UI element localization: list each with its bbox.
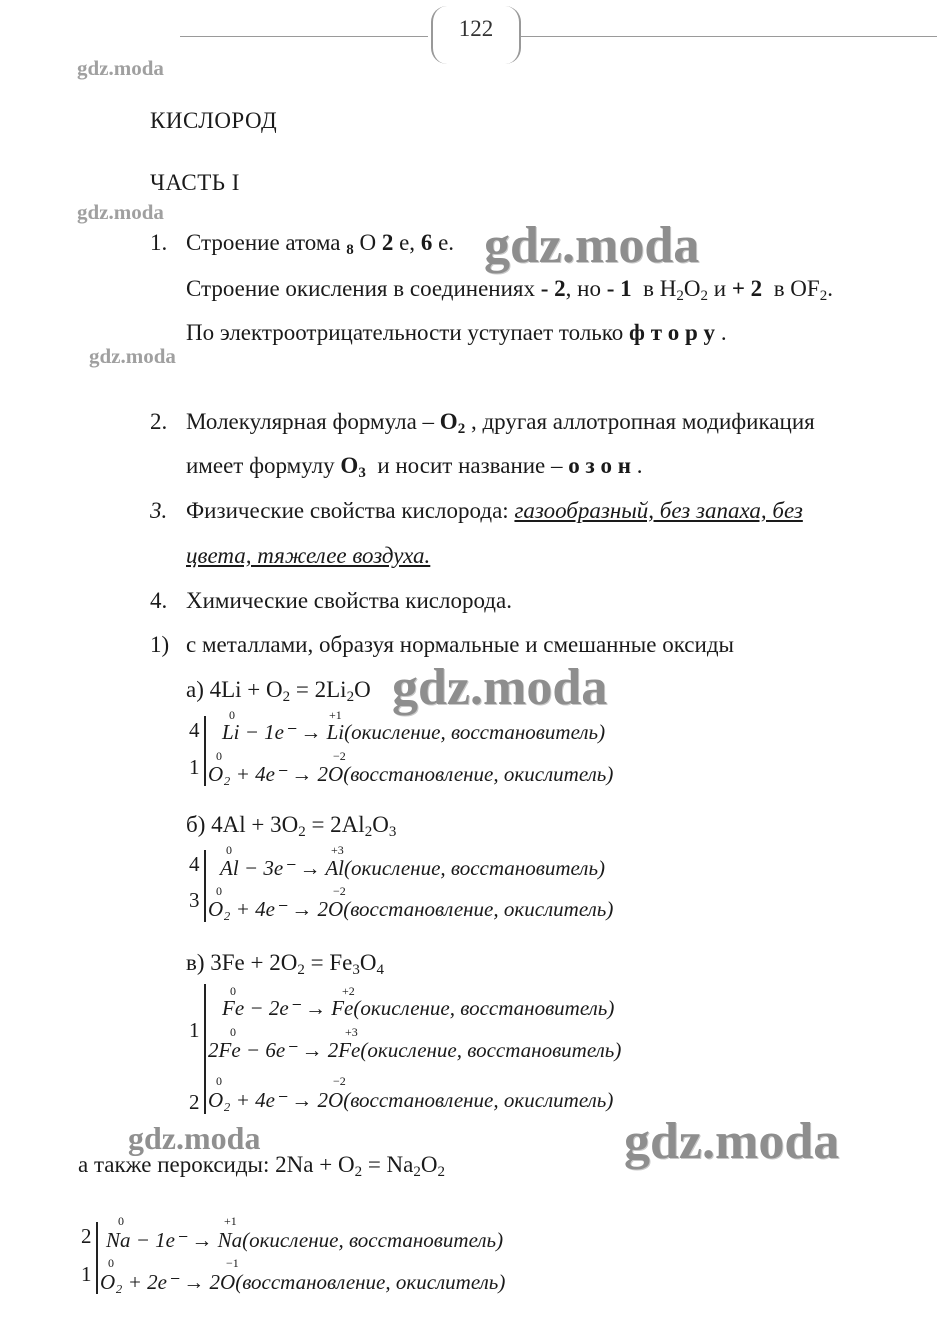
half-reaction: O₂ + 4e⁻ → 2O(восстановление, окислитель) <box>208 762 614 786</box>
oxidation-state: 0 <box>230 1025 236 1039</box>
oxidation-state: 0 <box>216 1074 222 1088</box>
half-reaction: Na − 1e⁻ → Na(окисление, восстановитель) <box>106 1228 504 1252</box>
watermark: gdz.moda <box>89 344 176 368</box>
item4-text: Химические свойства кислорода. <box>186 588 512 613</box>
oxidation-state: −2 <box>333 749 346 763</box>
coefficient: 2 <box>189 1090 200 1114</box>
item-number: 4. <box>150 588 168 613</box>
item-number: 1. <box>150 230 168 255</box>
watermark: gdz.moda <box>484 217 700 274</box>
oxidation-state: −2 <box>333 1074 346 1088</box>
half-reaction: Al − 3e⁻ → Al(окисление, восстановитель) <box>220 856 606 880</box>
oxidation-state: 0 <box>216 749 222 763</box>
watermark: gdz.moda <box>624 1113 840 1170</box>
item1-line1: Строение атома $_8$ О 2 е, 6 е. <box>186 230 455 258</box>
coefficient: 2 <box>81 1224 92 1248</box>
page-title: КИСЛОРОД <box>150 108 278 133</box>
oxidation-state: +1 <box>224 1214 237 1228</box>
oxidation-state: +2 <box>342 984 355 998</box>
half-reaction: O₂ + 4e⁻ → 2O(восстановление, окислитель) <box>208 897 614 921</box>
balance-bar <box>204 850 206 922</box>
balance-bar <box>204 984 206 1114</box>
oxidation-state: 0 <box>230 984 236 998</box>
part-heading: ЧАСТЬ I <box>150 170 240 195</box>
page-number: 122 <box>431 6 521 64</box>
item3-line1: Физические свойства кислорода: газообразный, без запаха, без <box>186 498 803 523</box>
oxidation-state: +3 <box>345 1025 358 1039</box>
item-number: 2. <box>150 409 168 434</box>
header-rule-right <box>521 36 937 37</box>
oxidation-state: −1 <box>226 1256 239 1270</box>
reaction-c-equation: в) $3Fe + 2O_2 = Fe_3O_4$ <box>186 950 384 978</box>
oxidation-state: +3 <box>331 843 344 857</box>
oxidation-state: 0 <box>118 1214 124 1228</box>
item1-line3: По электроотрицательности уступает только ф т о р у . <box>186 320 727 345</box>
reaction-b-equation: б) $4Al + 3O_2 = 2Al_2O_3$ <box>186 812 397 840</box>
half-reaction: Fe − 2e⁻ → Fe(окисление, восстановитель) <box>222 996 615 1020</box>
subitem-text: с металлами, образуя нормальные и смешанные оксиды <box>186 632 734 657</box>
coefficient: 1 <box>189 755 200 779</box>
oxidation-state: 0 <box>229 708 235 722</box>
watermark: gdz.moda <box>77 56 164 80</box>
oxidation-state: 0 <box>108 1256 114 1270</box>
half-reaction: 2Fe − 6e⁻ → 2Fe(окисление, восстановитель) <box>208 1038 622 1062</box>
coefficient: 1 <box>81 1262 92 1286</box>
item3-line2: цвета, тяжелее воздуха. <box>186 543 431 568</box>
watermark: gdz.moda <box>128 1120 261 1156</box>
watermark: gdz.moda <box>392 659 608 716</box>
half-reaction: O₂ + 2e⁻ → 2O(восстановление, окислитель) <box>100 1270 506 1294</box>
item2-line1: Молекулярная формула – $O_2$ , другая аллотропная модификация <box>186 409 815 437</box>
item1-line2: Строение окисления в соединениях - 2, но - 1 в $H_2O_2$ и + 2 в $OF_2$. <box>186 276 833 304</box>
coefficient: 4 <box>189 852 200 876</box>
subitem-number: 1) <box>150 632 170 657</box>
peroxide-equation: а также пероксиды: $2Na + O_2 = Na_2O_2$ <box>78 1152 445 1180</box>
header-rule-left <box>180 36 428 37</box>
watermark: gdz.moda <box>77 200 164 224</box>
item2-line2: имеет формулу $O_3$ и носит название – о з о н . <box>186 453 643 481</box>
coefficient: 3 <box>189 888 200 912</box>
reaction-a-equation: а) $4Li + O_2 = 2Li_2O$ <box>186 677 371 705</box>
oxidation-state: 0 <box>216 884 222 898</box>
item-number: 3. <box>150 498 168 523</box>
half-reaction: Li − 1e⁻ → Li(окисление, восстановитель) <box>222 720 606 744</box>
oxidation-state: 0 <box>226 843 232 857</box>
oxidation-state: +1 <box>329 708 342 722</box>
balance-bar <box>96 1222 98 1294</box>
oxidation-state: −2 <box>333 884 346 898</box>
half-reaction: O₂ + 4e⁻ → 2O(восстановление, окислитель) <box>208 1088 614 1112</box>
coefficient: 4 <box>189 718 200 742</box>
balance-bar <box>204 716 206 786</box>
coefficient: 1 <box>189 1018 200 1042</box>
